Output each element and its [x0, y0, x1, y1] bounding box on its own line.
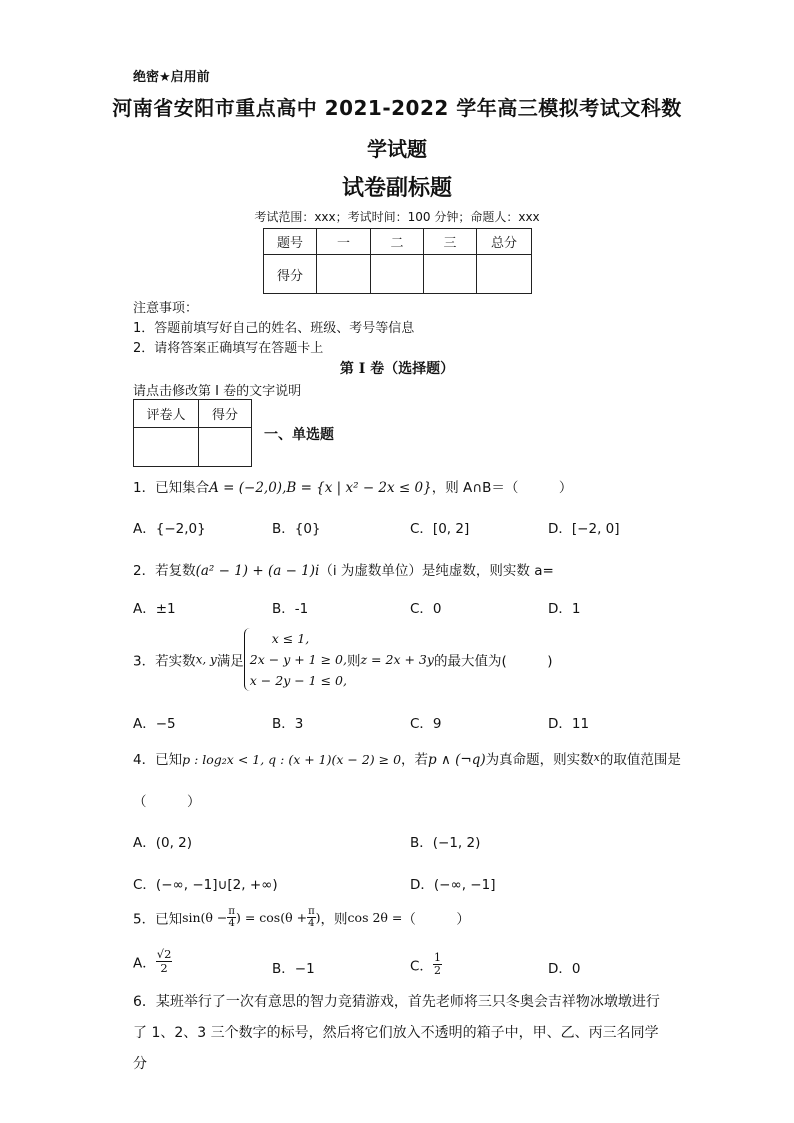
q5-option-a-num: √2 [156, 947, 172, 961]
q4-option-d: D．(−∞, −1] [410, 877, 496, 893]
q5-target: cos 2θ = [347, 910, 403, 925]
score-cell [317, 255, 371, 294]
q5-option-d: D．0 [548, 961, 581, 977]
q5-option-c-den: 2 [433, 964, 441, 977]
notes-item: 1．答题前填写好自己的姓名、班级、考号等信息 [133, 321, 415, 336]
q4-text-c: 为真命题，则实数 [485, 752, 594, 768]
q5-option-c-fraction [433, 952, 442, 977]
score-header-cell: 一 [317, 229, 371, 255]
confidential-mark: 绝密★启用前 [133, 70, 210, 85]
score-header-cell: 题号 [264, 229, 317, 255]
q5-eq-right: ) [315, 910, 321, 925]
score-table [263, 228, 532, 294]
q4-var: x [593, 751, 600, 764]
q4-text: 4．已知 [133, 752, 183, 768]
q5-eq-mid: ) = cos(θ + [235, 910, 308, 925]
score-header-cell: 二 [371, 229, 424, 255]
q4-option-b: B．(−1, 2) [410, 835, 481, 851]
score-cell [424, 255, 477, 294]
question-5 [133, 906, 470, 929]
q1-text: 1．已知集合 [133, 480, 210, 496]
q1-option-b: B．{0} [272, 521, 321, 537]
q2-text: 2．若复数 [133, 563, 196, 579]
q1-option-a: A．{−2,0} [133, 521, 206, 537]
score-header-cell: 总分 [477, 229, 532, 255]
q4-text-d: 的取值范围是 [599, 752, 681, 768]
q5-option-a-label: A． [133, 955, 156, 972]
q5-frac-num: π [308, 906, 315, 917]
q5-frac-den: 4 [228, 918, 235, 929]
q3-option-c: C．9 [410, 716, 442, 732]
q5-fraction [227, 906, 236, 929]
q4-answer-paren: （ ） [133, 794, 201, 810]
score-cell [371, 255, 424, 294]
exam-subtitle: 试卷副标题 [341, 176, 452, 201]
q5-option-a [133, 948, 172, 975]
q1-tail: ，则 A∩B＝（ ） [431, 480, 573, 496]
q3-constraint-3: x − 2y − 1 ≤ 0, [249, 673, 347, 688]
reviewer-score-header: 得分 [199, 400, 252, 428]
exam-title-line1: 河南省安阳市重点高中 2021-2022 学年高三模拟考试文科数 [112, 96, 682, 120]
q4-compound: p ∧ (¬q) [428, 752, 486, 768]
notes-item: 2．请将答案正确填写在答题卡上 [133, 341, 324, 356]
reviewer-cell [199, 428, 252, 467]
reviewer-table [133, 399, 252, 467]
q2-option-b: B．-1 [272, 601, 309, 617]
q4-text-b: ，若 [401, 752, 429, 768]
q5-frac-den: 4 [308, 918, 315, 929]
score-row-label: 得分 [264, 255, 317, 294]
exam-title-line2: 学试题 [367, 137, 427, 161]
q3-constraint-2: 2x − y + 1 ≥ 0, [249, 652, 347, 667]
q5-option-c-num: 1 [433, 951, 441, 964]
q3-option-d: D．11 [548, 716, 590, 732]
q5-frac-num: π [228, 906, 235, 917]
question-2 [133, 559, 554, 579]
q2-expr: (a² − 1) + (a − 1)i [195, 563, 320, 579]
q5-text-b: ，则 [320, 911, 348, 928]
q2-option-a: A．±1 [133, 601, 176, 617]
q3-text-d: 的最大值为( ) [433, 653, 553, 670]
question-3 [133, 628, 553, 691]
score-header-cell: 三 [424, 229, 477, 255]
q3-text-c: 则 [347, 653, 361, 670]
q5-option-c-label: C． [410, 958, 433, 975]
q3-text-b: 满足 [216, 653, 244, 670]
q5-fraction [307, 906, 316, 929]
part1-title: 第 I 卷（选择题） [339, 361, 455, 377]
q5-eq-left: sin(θ − [182, 910, 228, 925]
reviewer-header: 评卷人 [134, 400, 199, 428]
q3-option-b: B．3 [272, 716, 304, 732]
q2-option-d: D．1 [548, 601, 581, 617]
exam-info: 考试范围：xxx；考试时间：100 分钟；命题人：xxx [254, 210, 540, 224]
q5-text: 5．已知 [133, 911, 183, 928]
q5-option-a-den: 2 [160, 961, 168, 975]
q5-option-b: B．−1 [272, 961, 315, 977]
part1-note: 请点击修改第 I 卷的文字说明 [133, 384, 302, 399]
q3-vars: x, y [195, 652, 217, 667]
reviewer-cell [134, 428, 199, 467]
q4-props: p : log₂x < 1, q : (x + 1)(x − 2) ≥ 0 [182, 752, 402, 767]
q1-option-d: D．[−2, 0] [548, 521, 620, 537]
question-4 [133, 748, 681, 768]
q3-objective: z = 2x + 3y [360, 652, 434, 667]
q2-option-c: C．0 [410, 601, 442, 617]
q1-set-a: A = (−2,0) [209, 480, 283, 496]
q1-set-b: ,B = {x | x² − 2x ≤ 0} [282, 480, 432, 496]
q5-option-a-fraction [156, 948, 173, 975]
notes-heading: 注意事项： [133, 301, 199, 316]
q3-text: 3．若实数 [133, 653, 196, 670]
q5-option-c [410, 952, 442, 977]
q5-paren: （ ） [402, 911, 470, 928]
q3-constraint-system [244, 628, 347, 691]
q4-option-a: A．(0, 2) [133, 835, 193, 851]
q4-option-c: C．(−∞, −1]∪[2, +∞) [133, 877, 278, 893]
q3-option-a: A．−5 [133, 716, 176, 732]
q3-constraint-1: x ≤ 1, [271, 631, 310, 646]
question-6: 6．某班举行了一次有意思的智力竞猜游戏，首先老师将三只冬奥会吉祥物冰墩墩进行了 1、2、3 三个数字的标号，然后将它们放入不透明的箱子中，甲、乙、丙三名同学分 [133, 994, 660, 1072]
question-1 [133, 476, 572, 496]
q1-option-c: C．[0, 2] [410, 521, 470, 537]
score-cell [477, 255, 532, 294]
section-title: 一、单选题 [264, 427, 334, 443]
notes [133, 299, 414, 359]
q2-text-b: （i 为虚数单位）是纯虚数，则实数 a= [319, 563, 554, 579]
